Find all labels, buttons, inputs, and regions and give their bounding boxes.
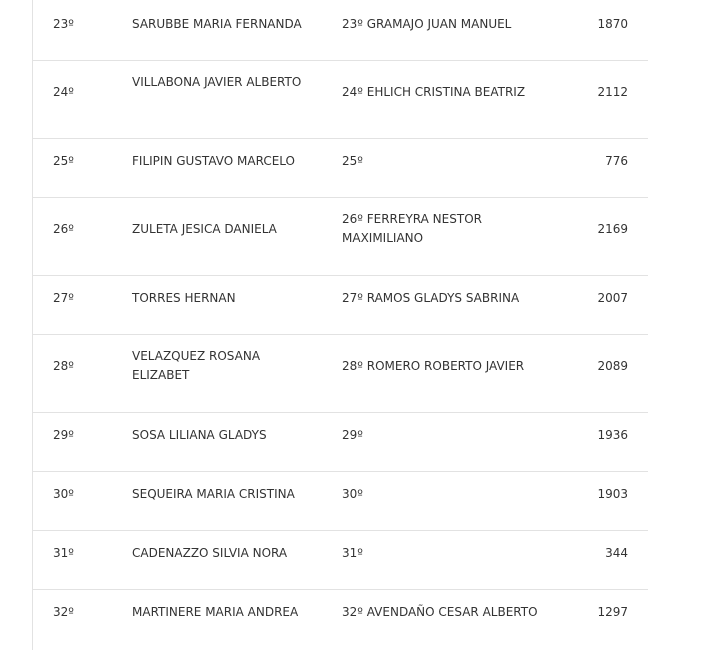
substitute-cell: 25º <box>342 154 363 168</box>
position-cell: 32º <box>53 605 74 619</box>
candidate-name-cell: VELAZQUEZ ROSANA ELIZABET <box>132 349 261 382</box>
substitute-cell: 27º RAMOS GLADYS SABRINA <box>342 291 520 305</box>
position-cell: 31º <box>53 546 74 560</box>
table-row <box>33 139 648 198</box>
substitute-cell: 32º AVENDAÑO CESAR ALBERTO <box>342 605 538 619</box>
votes-cell: 1903 <box>597 487 628 501</box>
candidate-name-cell: TORRES HERNAN <box>132 291 236 305</box>
table-row <box>33 61 648 139</box>
candidate-name-cell: CADENAZZO SILVIA NORA <box>132 546 288 560</box>
candidate-name-cell: VILLABONA JAVIER ALBERTO <box>132 75 302 89</box>
position-cell: 29º <box>53 428 74 442</box>
table-row <box>33 0 648 61</box>
votes-cell: 344 <box>605 546 628 560</box>
substitute-cell: 30º <box>342 487 363 501</box>
position-cell: 27º <box>53 291 74 305</box>
substitute-cell: 23º GRAMAJO JUAN MANUEL <box>342 17 512 31</box>
table-row <box>33 413 648 472</box>
position-cell: 25º <box>53 154 74 168</box>
votes-cell: 2089 <box>597 359 628 373</box>
votes-cell: 776 <box>605 154 628 168</box>
votes-cell: 1297 <box>597 605 628 619</box>
position-cell: 28º <box>53 359 74 373</box>
table-row <box>33 531 648 590</box>
position-cell: 30º <box>53 487 74 501</box>
candidate-name-cell: MARTINERE MARIA ANDREA <box>132 605 299 619</box>
candidate-name-cell: SOSA LILIANA GLADYS <box>132 428 267 442</box>
table-row <box>33 335 648 413</box>
table-row <box>33 198 648 276</box>
results-table <box>32 0 648 650</box>
votes-cell: 2112 <box>597 85 628 99</box>
table-row <box>33 472 648 531</box>
candidate-name-cell: SARUBBE MARIA FERNANDA <box>132 17 302 31</box>
table-row <box>33 276 648 335</box>
substitute-cell: 26º FERREYRA NESTOR MAXIMILIANO <box>342 212 482 245</box>
votes-cell: 1870 <box>597 17 628 31</box>
votes-cell: 2169 <box>597 222 628 236</box>
substitute-cell: 31º <box>342 546 363 560</box>
candidate-name-cell: FILIPIN GUSTAVO MARCELO <box>132 154 295 168</box>
position-cell: 23º <box>53 17 74 31</box>
position-cell: 24º <box>53 85 74 99</box>
candidate-name-cell: SEQUEIRA MARIA CRISTINA <box>132 487 295 501</box>
substitute-cell: 29º <box>342 428 363 442</box>
position-cell: 26º <box>53 222 74 236</box>
substitute-cell: 24º EHLICH CRISTINA BEATRIZ <box>342 85 526 99</box>
candidate-name-cell: ZULETA JESICA DANIELA <box>132 222 277 236</box>
votes-cell: 2007 <box>597 291 628 305</box>
substitute-cell: 28º ROMERO ROBERTO JAVIER <box>342 359 525 373</box>
table-row <box>33 590 648 650</box>
votes-cell: 1936 <box>597 428 628 442</box>
